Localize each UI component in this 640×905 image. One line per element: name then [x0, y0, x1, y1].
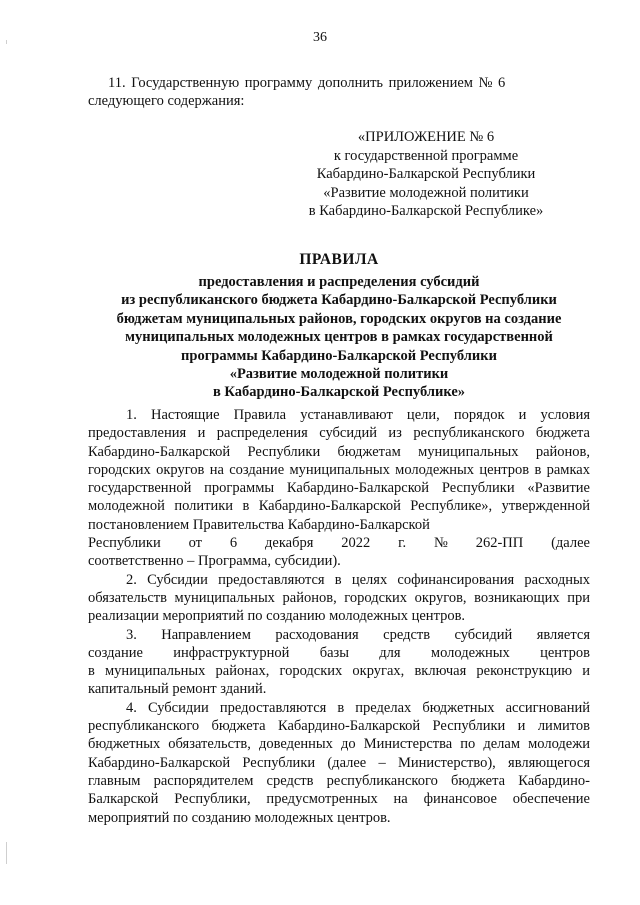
appendix-line2: к государственной программе — [333, 147, 519, 164]
rules-body — [88, 406, 590, 827]
paragraph-2: 2. Субсидии предоставляются в целях софинансирования расходных обязательств муниципальных районов, городских округов, возникающих при реализации мероприятий по созданию молодежных центров. — [88, 571, 590, 625]
item-11 — [88, 74, 590, 110]
appendix-line5: в Кабардино-Балкарской Республике» — [308, 203, 544, 219]
rules-subtitle-line: бюджетам муниципальных районов, городских округов на создание — [116, 310, 562, 327]
scan-mark — [6, 842, 7, 864]
item-11-line2: следующего содержания: — [88, 93, 245, 109]
word: инфраструктурной — [173, 644, 290, 661]
word: центров — [540, 644, 590, 661]
word: для — [379, 644, 401, 661]
word: Направлением — [161, 626, 251, 643]
rules-heading — [88, 250, 590, 402]
word: № — [433, 535, 448, 552]
word: г. — [398, 535, 407, 552]
word: субсидий — [454, 626, 513, 643]
paragraph-1-last-line: соответственно – Программа, субсидии). — [88, 553, 341, 570]
appendix-header — [276, 128, 576, 221]
paragraph-3-line2 — [88, 644, 590, 662]
rules-subtitle-line: предоставления и распределения субсидий — [198, 274, 480, 290]
paragraph-3-rest: в муниципальных районах, городских округах, включая реконструкцию и капитальный ремонт зданий. — [88, 663, 590, 698]
scan-mark — [6, 40, 7, 44]
word: декабря — [265, 535, 314, 552]
word: 262-ПП — [475, 535, 524, 552]
item-11-line1: 11. Государственную программу дополнить приложением № 6 — [108, 75, 506, 91]
word: базы — [319, 644, 349, 661]
word: 3. — [126, 626, 137, 643]
word: (далее — [551, 535, 590, 552]
appendix-line4: «Развитие молодежной политики — [323, 184, 529, 201]
paragraph-4: 4. Субсидии предоставляются в пределах бюджетных ассигнований республиканского бюджета Кабардино-Балкарской Республики и лимитов бюджетных обязательств, доведенных до Министерства по делам молодежи Кабардино-Балкарской Республики (далее – Министерство), являющегося главным распорядителем средств республиканского бюджета Кабардино-Балкарской Республики, предусмотренных на финансовое обеспечение мероприятий по созданию молодежных центров. — [88, 699, 590, 826]
paragraph-1-date-line — [88, 534, 590, 552]
rules-title: ПРАВИЛА — [299, 251, 379, 268]
word: Республики — [88, 535, 161, 552]
word: создание — [88, 644, 143, 661]
rules-subtitle-line: «Развитие молодежной политики — [229, 366, 449, 383]
appendix-title: «ПРИЛОЖЕНИЕ № 6 — [357, 129, 495, 145]
word: от — [188, 535, 203, 552]
word: средств — [383, 626, 431, 643]
page-number: 36 — [313, 30, 327, 45]
paragraph-1-text: 1. Настоящие Правила устанавливают цели, порядок и условия предоставления и распределения субсидий из республиканского бюджета Кабардино-Балкарской Республики бюджетам муниципальных районов, городских округов на создание муниципальных молодежных центров в рамках государственной программы Кабардино-Балкарской Республики «Развитие молодежной политики в Кабардино-Балкарской Республике», утвержденной постановлением Правительства Кабардино-Балкарской — [88, 407, 590, 533]
word: 6 — [229, 535, 238, 552]
rules-subtitle-line: программы Кабардино-Балкарской Республики — [181, 347, 497, 364]
paragraph-3 — [88, 626, 590, 699]
word: является — [536, 626, 590, 643]
rules-subtitle-line: в Кабардино-Балкарской Республике» — [212, 384, 466, 401]
paragraph-3-line1 — [88, 626, 590, 644]
appendix-line3: Кабардино-Балкарской Республики — [316, 166, 536, 182]
paragraph-1 — [88, 406, 590, 571]
rules-subtitle-line: муниципальных молодежных центров в рамках государственной — [125, 329, 553, 346]
word: расходования — [275, 626, 359, 643]
word: молодежных — [430, 644, 510, 661]
word: 2022 — [341, 535, 371, 552]
rules-subtitle-line: из республиканского бюджета Кабардино-Балкарской Республики — [121, 292, 557, 309]
